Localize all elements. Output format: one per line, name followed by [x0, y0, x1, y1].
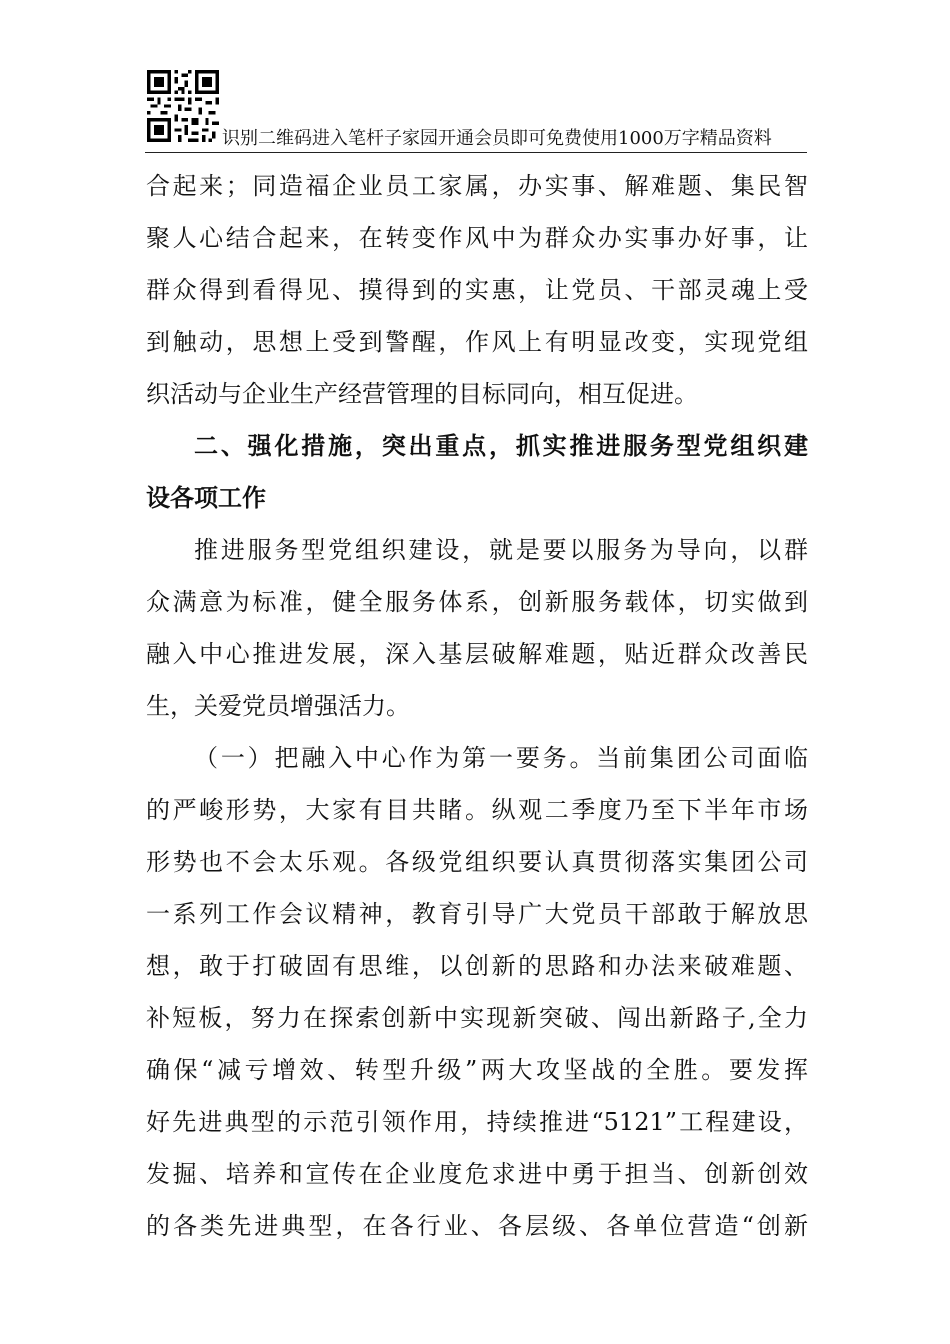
header-promo-text: 识别二维码进入笔杆子家园开通会员即可免费使用1000万字精品资料	[222, 128, 772, 149]
header-divider	[145, 152, 807, 153]
body-line: 织活动与企业生产经营管理的目标同向，相互促进。	[146, 380, 698, 408]
body-line: 的严峻形势，大家有目共睹。纵观二季度乃至下半年市场	[146, 796, 808, 824]
document-body	[146, 160, 808, 1252]
body-line: 发掘、培养和宣传在企业度危求进中勇于担当、创新创效	[146, 1160, 808, 1188]
qr-code-icon	[147, 70, 219, 142]
body-line: 想，敢于打破固有思维，以创新的思路和办法来破难题、	[146, 952, 808, 980]
body-line: 的各类先进典型，在各行业、各层级、各单位营造“创新	[146, 1212, 808, 1240]
body-line: 补短板，努力在探索创新中实现新突破、闯出新路子,全力	[146, 1004, 808, 1032]
body-line: 聚人心结合起来，在转变作风中为群众办实事办好事，让	[146, 224, 808, 252]
section-heading: 二、强化措施，突出重点，抓实推进服务型党组织建	[194, 432, 808, 460]
body-line: 生，关爱党员增强活力。	[146, 692, 410, 720]
body-line: 好先进典型的示范引领作用，持续推进“5121”工程建设，	[146, 1108, 808, 1136]
body-line: 融入中心推进发展，深入基层破解难题，贴近群众改善民	[146, 640, 808, 668]
body-line: 众满意为标准，健全服务体系，创新服务载体，切实做到	[146, 588, 808, 616]
section-heading: 设各项工作	[146, 484, 266, 512]
subsection-line: （一）把融入中心作为第一要务。当前集团公司面临	[194, 744, 808, 772]
body-line: 合起来；同造福企业员工家属，办实事、解难题、集民智	[146, 172, 808, 200]
body-line: 推进服务型党组织建设，就是要以服务为导向，以群	[194, 536, 808, 564]
body-line: 到触动，思想上受到警醒，作风上有明显改变，实现党组	[146, 328, 808, 356]
body-line: 一系列工作会议精神，教育引导广大党员干部敢于解放思	[146, 900, 808, 928]
body-line: 形势也不会太乐观。各级党组织要认真贯彻落实集团公司	[146, 848, 808, 876]
body-line: 确保“减亏增效、转型升级”两大攻坚战的全胜。要发挥	[146, 1056, 808, 1084]
body-line: 群众得到看得见、摸得到的实惠，让党员、干部灵魂上受	[146, 276, 808, 304]
